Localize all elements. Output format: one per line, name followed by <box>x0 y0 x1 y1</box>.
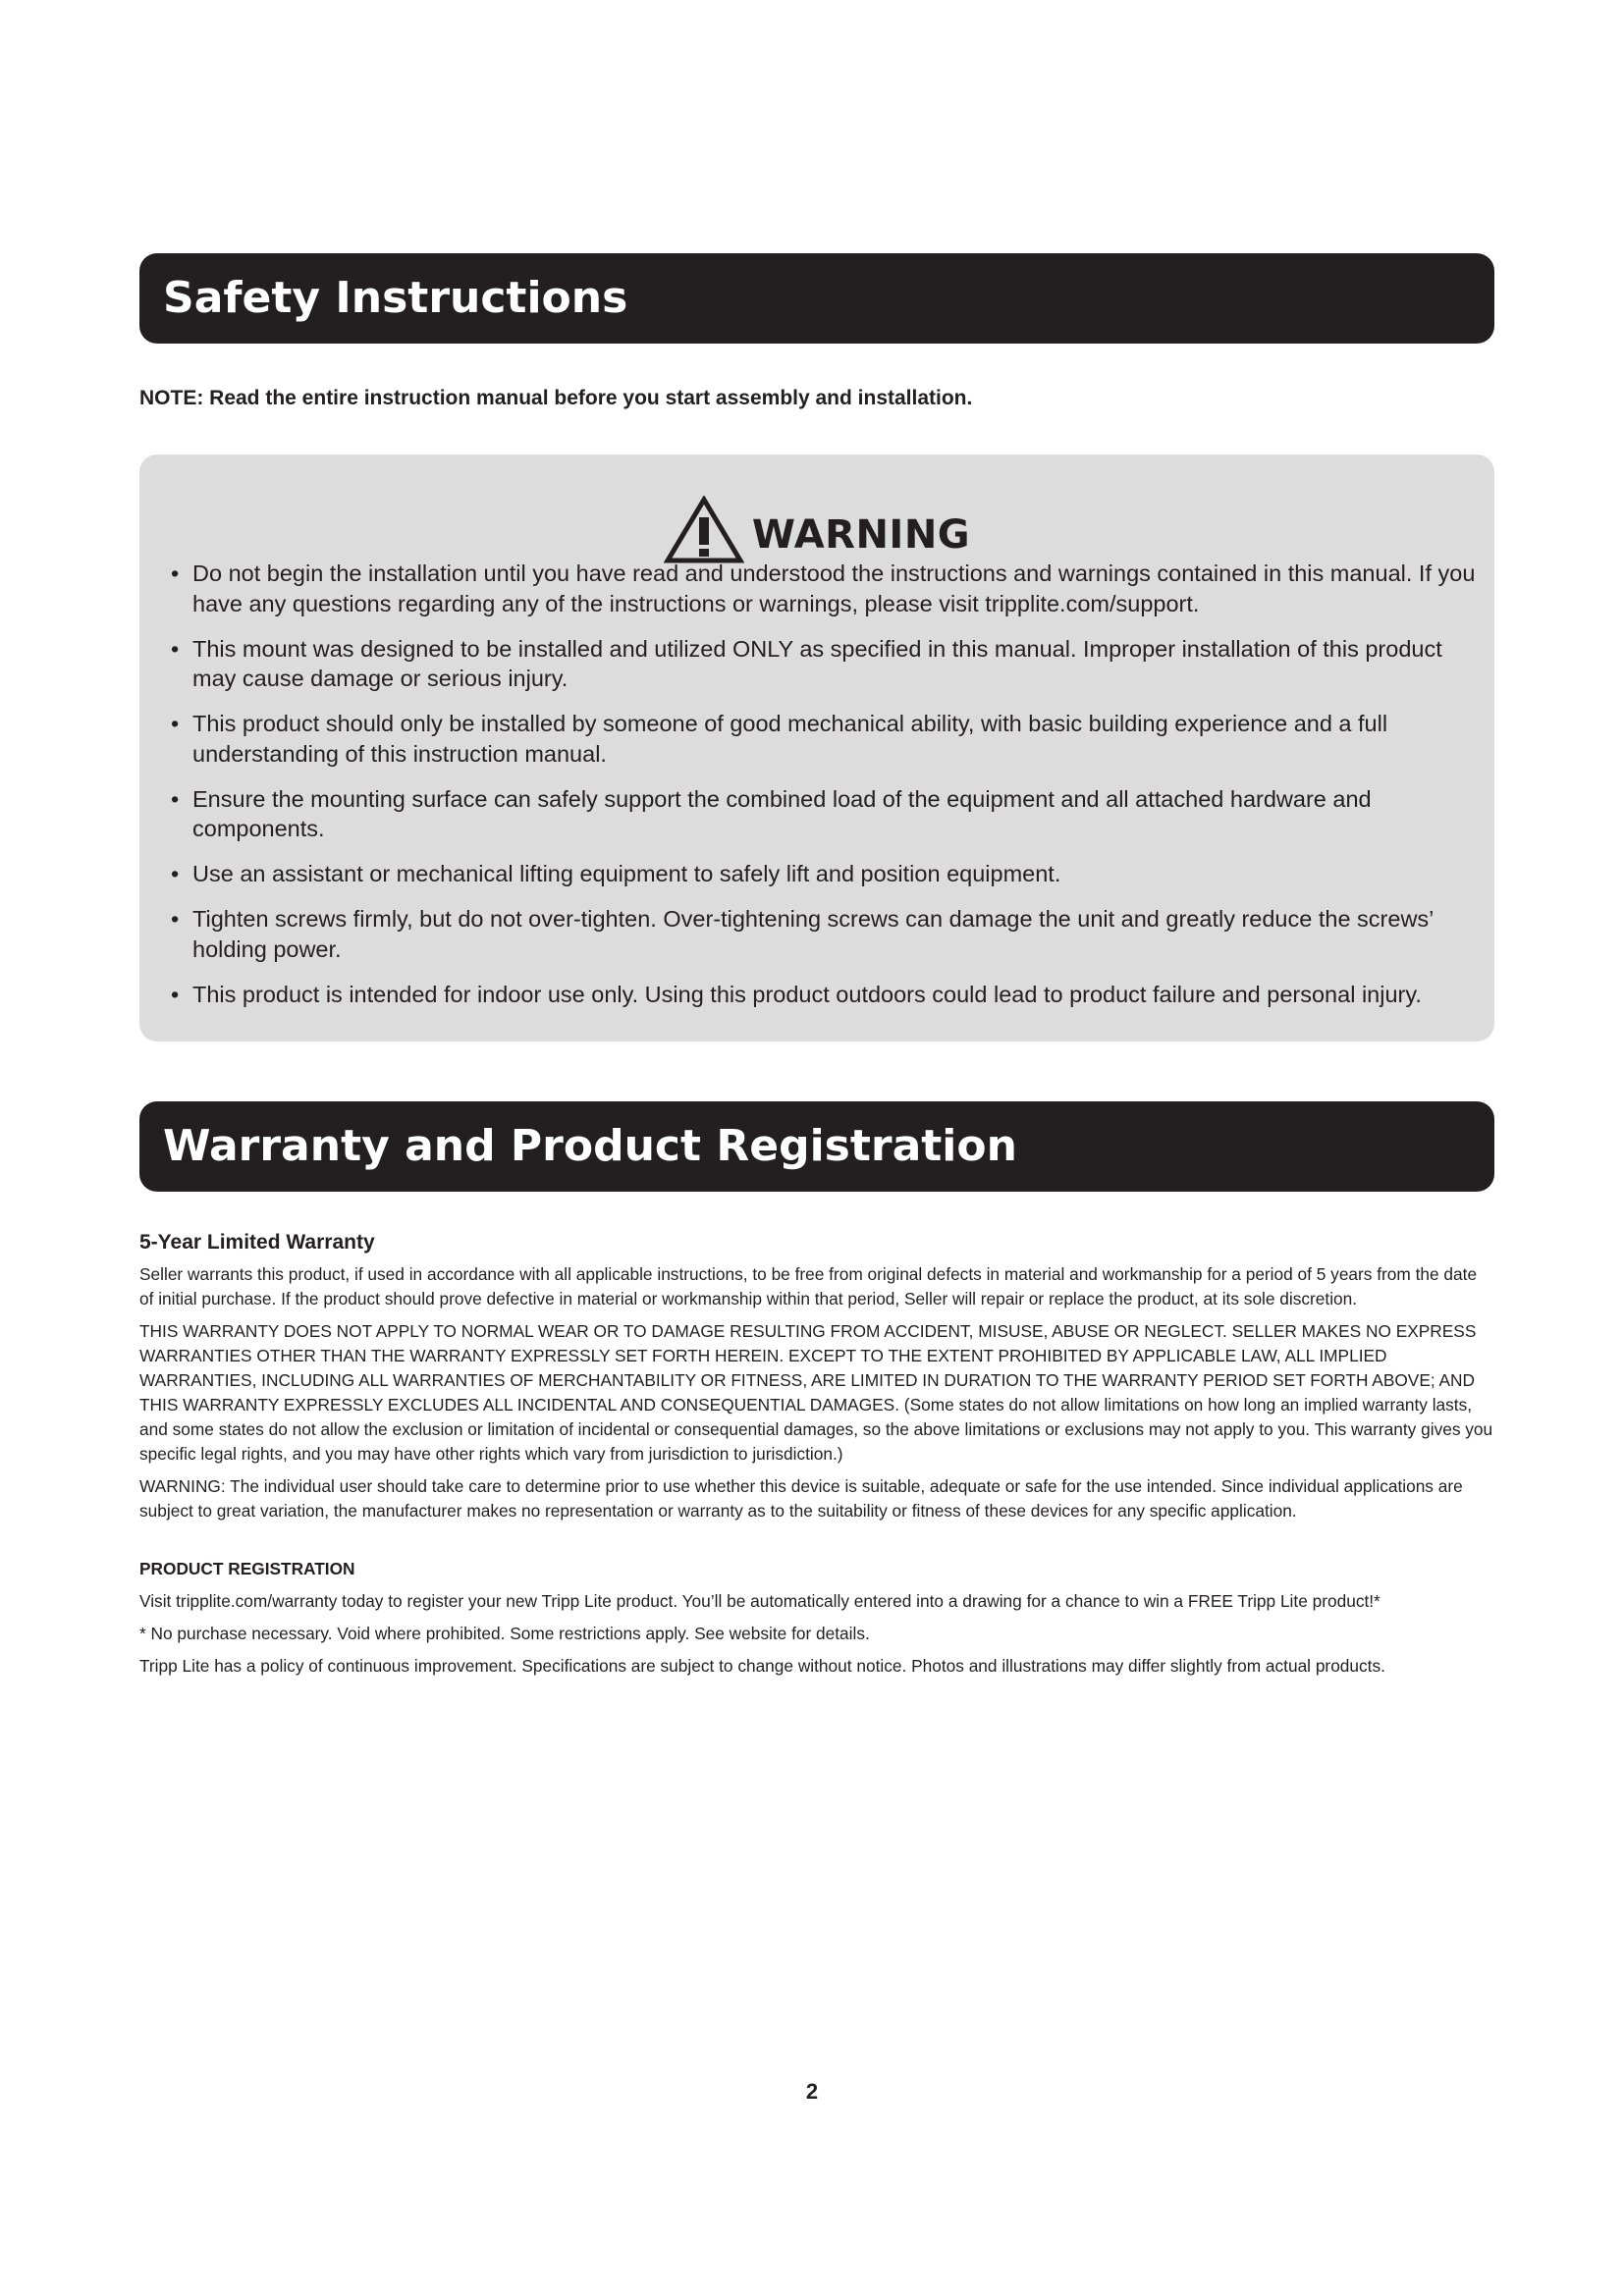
warranty-section <box>139 1229 1494 1686</box>
warning-item: • Ensure the mounting surface can safely support the combined load of the equipment and all attached hardware and components. <box>171 784 1477 844</box>
registration-footnote: * No purchase necessary. Void where prohibited. Some restrictions apply. See website for details. <box>139 1624 870 1643</box>
warranty-disclaimer-paragraph: THIS WARRANTY DOES NOT APPLY TO NORMAL WEAR OR TO DAMAGE RESULTING FROM ACCIDENT, MISUSE, ABUSE OR NEGLECT. SELLER MAKES NO EXPRESS WARRANTIES OTHER THAN THE WARRANTY EXPRESSLY SET FORTH HEREIN. EXCEPT TO THE EXTENT PROHIBITED BY APPLICABLE LAW, ALL IMPLIED WARRANTIES, INCLUDING ALL WARRANTIES OF MERCHANTABILITY OR FITNESS, ARE LIMITED IN DURATION TO THE WARRANTY PERIOD SET FORTH ABOVE; AND THIS WARRANTY EXPRESSLY EXCLUDES ALL INCIDENTAL AND CONSEQUENTIAL DAMAGES. (Some states do not allow limitations on how long an implied warranty lasts, and some states do not allow the exclusion or limitation of incidental or consequential damages, so the above limitations or exclusions may not apply to you. This warranty gives you specific legal rights, and you may have other rights which vary from jurisdiction to jurisdiction.) <box>139 1321 1493 1464</box>
warning-item: • This product should only be installed by someone of good mechanical ability, with basic building experience and a full understanding of this instruction manual. <box>171 709 1477 769</box>
warning-item: • Tighten screws firmly, but do not over-tighten. Over-tightening screws can damage the unit and greatly reduce the screws’ holding power. <box>171 904 1477 964</box>
warning-item: • This product is intended for indoor use only. Using this product outdoors could lead to product failure and personal injury. <box>171 980 1477 1010</box>
warning-item: • Do not begin the installation until you have read and understood the instructions and warnings contained in this manual. If you have any questions regarding any of the instructions or warnings, please visit tripplite.com/support. <box>171 559 1477 618</box>
registration-paragraph: Visit tripplite.com/warranty today to register your new Tripp Lite product. You’ll be automatically entered into a drawing for a chance to win a FREE Tripp Lite product!* <box>139 1591 1380 1611</box>
warning-triangle-icon <box>664 496 744 564</box>
warning-list <box>171 559 1477 1025</box>
warning-box <box>139 454 1494 1041</box>
safety-instructions-header: Safety Instructions <box>139 253 1494 344</box>
product-registration-heading: PRODUCT REGISTRATION <box>139 1559 355 1578</box>
warning-item: • Use an assistant or mechanical lifting equipment to safely lift and position equipment. <box>171 859 1477 889</box>
warning-title: WARNING <box>751 512 971 558</box>
warranty-paragraph: Seller warrants this product, if used in accordance with all applicable instructions, to be free from original defects in material and workmanship for a period of 5 years from the date of initial purchase. If the product should prove defective in material or workmanship within that period, Seller will repair or replace the product, at its sole discretion. <box>139 1264 1478 1308</box>
improvement-policy-paragraph: Tripp Lite has a policy of continuous improvement. Specifications are subject to change without notice. Photos and illustrations may differ slightly from actual products. <box>139 1656 1385 1676</box>
assembly-note: NOTE: Read the entire instruction manual before you start assembly and installation. <box>139 387 973 409</box>
limited-warranty-heading: 5-Year Limited Warranty <box>139 1231 375 1254</box>
warranty-warning-paragraph: WARNING: The individual user should take care to determine prior to use whether this device is suitable, adequate or safe for the use intended. Since individual applications are subject to great variation, the manufacturer makes no representation or warranty as to the suitability or fitness of these devices for any specific application. <box>139 1476 1463 1521</box>
warning-item: • This mount was designed to be installed and utilized ONLY as specified in this manual. Improper installation of this product may cause damage or serious injury. <box>171 634 1477 694</box>
warning-heading <box>139 496 1494 564</box>
page-number: 2 <box>805 2079 819 2104</box>
warranty-registration-header: Warranty and Product Registration <box>139 1101 1494 1192</box>
